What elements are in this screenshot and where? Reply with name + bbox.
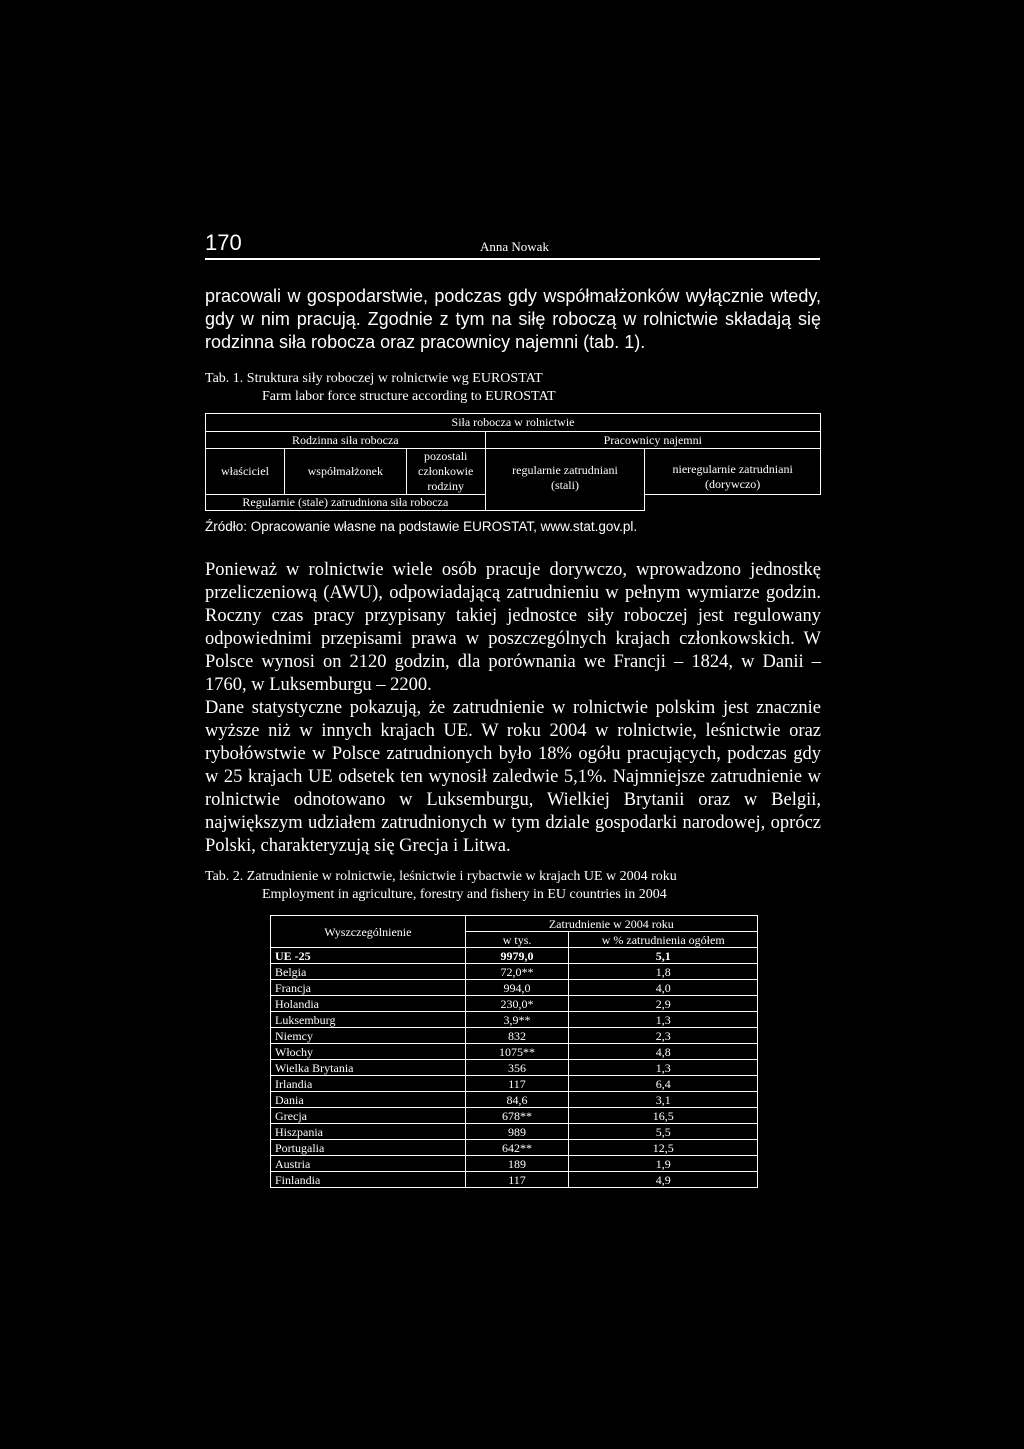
employment-thousands: 84,6	[465, 1092, 569, 1108]
employment-percent: 1,9	[569, 1156, 758, 1172]
tab1-caption-en: Farm labor force structure according to EUROSTAT	[262, 389, 556, 404]
col-regular-hired-line1: regularnie zatrudniani	[512, 463, 618, 477]
eu-employment-table-body	[271, 948, 758, 1188]
country-name: Wielka Brytania	[271, 1060, 466, 1076]
employment-percent: 1,3	[569, 1060, 758, 1076]
page-number: 170	[205, 230, 242, 255]
header-labor-force: Siła robocza w rolnictwie	[206, 414, 821, 432]
header-employment-2004: Zatrudnienie w 2004 roku	[465, 916, 757, 932]
header-percent: w % zatrudnienia ogółem	[569, 932, 758, 948]
employment-thousands: 1075**	[465, 1044, 569, 1060]
page-header	[205, 230, 820, 260]
table-row	[271, 1012, 758, 1028]
col-irregular-hired-line1: nieregularnie zatrudniani	[672, 462, 793, 476]
country-name: Włochy	[271, 1044, 466, 1060]
header-family-labor: Rodzinna siła robocza	[206, 432, 486, 449]
employment-percent: 2,9	[569, 996, 758, 1012]
eu-employment-table	[270, 915, 758, 1188]
labor-structure-table	[205, 413, 821, 511]
country-name: Belgia	[271, 964, 466, 980]
employment-thousands: 994,0	[465, 980, 569, 996]
paragraph-awu: Ponieważ w rolnictwie wiele osób pracuje dorywczo, wprowadzono jednostkę przeliczeniową (AWU), odpowiadającą zatrudnieniu w pełnym wymiarze godzin. Roczny czas pracy przypisany takiej jednostce siły roboczej jest regulowany odpowiednimi przepisami prawa w poszczególnych krajach członkowskich. W Polsce wynosi on 2120 godzin, dla porównania we Francji – 1824, w Danii – 1760, w Luksemburgu – 2200.	[205, 560, 821, 695]
col-regular-hired-line2: (stali)	[550, 478, 579, 492]
employment-percent: 1,8	[569, 964, 758, 980]
employment-percent: 4,8	[569, 1044, 758, 1060]
col-other-family-line2: członkowie	[418, 464, 474, 478]
col-irregular-hired	[645, 449, 821, 495]
table-row	[271, 1044, 758, 1060]
country-name: Dania	[271, 1092, 466, 1108]
footer-empty	[645, 495, 821, 511]
employment-percent: 3,1	[569, 1092, 758, 1108]
employment-thousands: 989	[465, 1124, 569, 1140]
country-name: Hiszpania	[271, 1124, 466, 1140]
table-row	[271, 980, 758, 996]
employment-thousands: 678**	[465, 1108, 569, 1124]
employment-thousands: 832	[465, 1028, 569, 1044]
table-row	[271, 1156, 758, 1172]
employment-percent: 4,9	[569, 1172, 758, 1188]
table-row	[271, 1076, 758, 1092]
country-name: Finlandia	[271, 1172, 466, 1188]
employment-thousands: 72,0**	[465, 964, 569, 980]
country-name: Francja	[271, 980, 466, 996]
employment-percent: 2,3	[569, 1028, 758, 1044]
employment-thousands: 117	[465, 1172, 569, 1188]
employment-percent: 1,3	[569, 1012, 758, 1028]
employment-thousands: 642**	[465, 1140, 569, 1156]
country-name: Holandia	[271, 996, 466, 1012]
country-name: Austria	[271, 1156, 466, 1172]
col-owner: właściciel	[206, 449, 285, 495]
col-other-family-line3: rodziny	[427, 479, 465, 493]
table-row	[271, 1092, 758, 1108]
table-row	[271, 1140, 758, 1156]
country-name: Grecja	[271, 1108, 466, 1124]
employment-percent: 5,1	[569, 948, 758, 964]
country-name: Irlandia	[271, 1076, 466, 1092]
col-spouse: współmałżonek	[284, 449, 406, 495]
employment-thousands: 230,0*	[465, 996, 569, 1012]
employment-thousands: 3,9**	[465, 1012, 569, 1028]
employment-percent: 12,5	[569, 1140, 758, 1156]
employment-percent: 16,5	[569, 1108, 758, 1124]
header-hired-workers: Pracownicy najemni	[485, 432, 820, 449]
col-other-family-line1: pozostali	[424, 449, 468, 463]
tab1-caption-pl: Tab. 1. Struktura siły roboczej w rolnictwie wg EUROSTAT	[205, 371, 543, 386]
table-row	[271, 1124, 758, 1140]
col-irregular-hired-line2: (dorywczo)	[705, 477, 761, 491]
table-row	[271, 1108, 758, 1124]
table-row	[271, 1172, 758, 1188]
tab1-caption	[205, 370, 556, 406]
table-row	[271, 948, 758, 964]
country-name: Portugalia	[271, 1140, 466, 1156]
table-row	[271, 964, 758, 980]
footer-regular-labor: Regularnie (stale) zatrudniona siła robocza	[206, 495, 486, 511]
tab2-caption-en: Employment in agriculture, forestry and fishery in EU countries in 2004	[262, 887, 667, 902]
running-head-author: Anna Nowak	[480, 239, 549, 254]
employment-thousands: 356	[465, 1060, 569, 1076]
employment-thousands: 117	[465, 1076, 569, 1092]
col-regular-hired	[485, 449, 645, 511]
paragraph-statistics: Dane statystyczne pokazują, że zatrudnienie w rolnictwie polskim jest znacznie wyższe niż w innych krajach UE. W roku 2004 w rolnictwie, leśnictwie oraz rybołówstwie w Polsce zatrudnionych było 18% ogółu pracujących, podczas gdy w 25 krajach UE odsetek ten wynosił zaledwie 5,1%. Najmniejsze zatrudnienie w rolnictwie odnotowano w Luksemburgu, Wielkiej Brytanii oraz w Belgii, największym udziałem zatrudnionych w tym dziale gospodarki narodowej, oprócz Polski, charakteryzują się Grecja i Litwa.	[205, 698, 821, 856]
country-name: Luksemburg	[271, 1012, 466, 1028]
header-specification: Wyszczególnienie	[271, 916, 466, 948]
tab1-source: Źródło: Opracowanie własne na podstawie EUROSTAT, www.stat.gov.pl.	[205, 519, 638, 534]
employment-percent: 5,5	[569, 1124, 758, 1140]
header-thousands: w tys.	[465, 932, 569, 948]
col-other-family	[406, 449, 485, 495]
employment-percent: 6,4	[569, 1076, 758, 1092]
employment-thousands: 9979,0	[465, 948, 569, 964]
country-name: Niemcy	[271, 1028, 466, 1044]
employment-thousands: 189	[465, 1156, 569, 1172]
tab2-caption-pl: Tab. 2. Zatrudnienie w rolnictwie, leśnictwie i rybactwie w krajach UE w 2004 roku	[205, 869, 677, 884]
tab2-caption	[205, 868, 677, 904]
country-name: UE -25	[271, 948, 466, 964]
table-row	[271, 1060, 758, 1076]
table-row	[271, 996, 758, 1012]
employment-percent: 4,0	[569, 980, 758, 996]
table-row	[271, 1028, 758, 1044]
intro-paragraph: pracowali w gospodarstwie, podczas gdy współmałżonków wyłącznie wtedy, gdy w nim pracują. Zgodnie z tym na siłę roboczą w rolnictwie składają się rodzinna siła robocza oraz pracownicy najemni (tab. 1).	[205, 286, 821, 352]
